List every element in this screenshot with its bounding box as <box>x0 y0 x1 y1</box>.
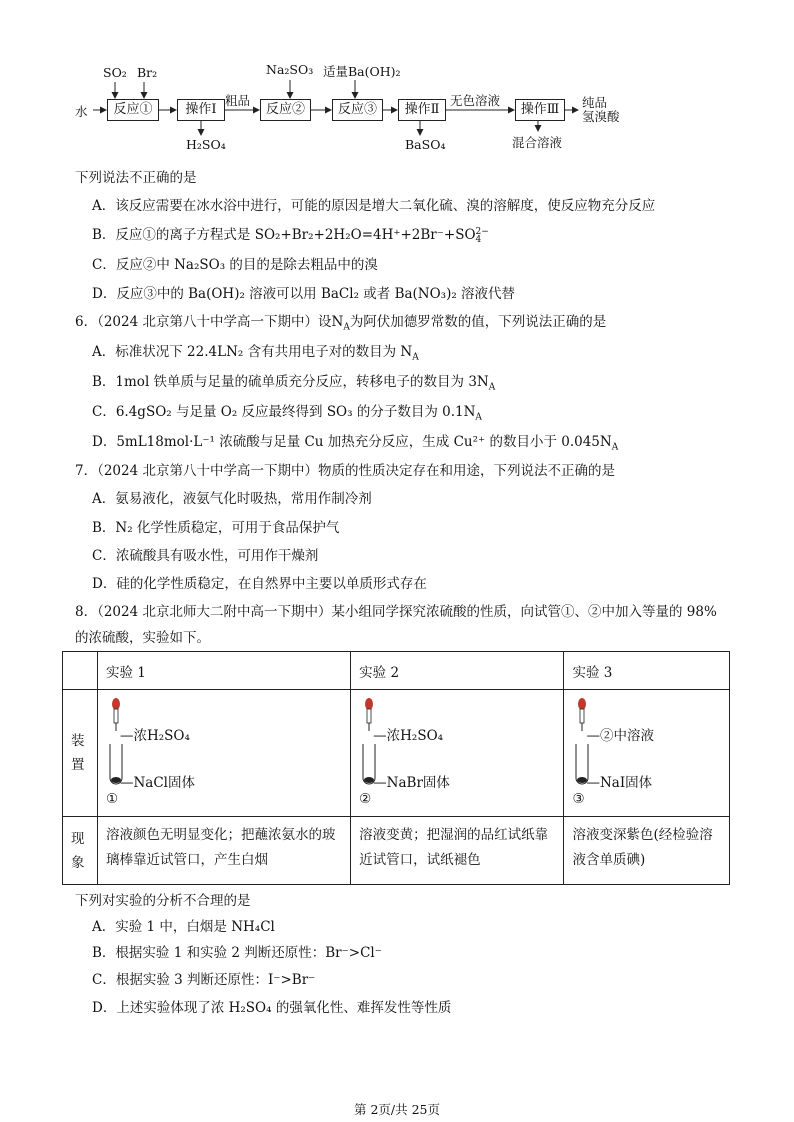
q6-option-d-sub: A <box>611 442 619 453</box>
apparatus-cell-1 <box>97 690 350 817</box>
flow-br2: Br₂ <box>137 65 158 80</box>
apparatus1-solid-text: NaCl固体 <box>133 775 195 791</box>
apparatus2-dropper-text: 浓H₂SO₄ <box>386 728 444 744</box>
apparatus-label-text: 装置 <box>71 733 85 773</box>
table-label-phenomena <box>63 817 98 885</box>
q6-option-c-sub: A <box>475 412 482 423</box>
page-footer: 第 2页/共 25页 <box>353 1102 441 1117</box>
flow-arrows <box>0 0 794 160</box>
apparatus3-solid-text: NaI固体 <box>599 775 653 791</box>
q8-stem-line2: 的浓硫酸，实验如下。 <box>75 630 210 646</box>
q6-stem <box>75 310 606 333</box>
phenomenon-1: 溶液颜色无明显变化；把蘸浓氨水的玻璃棒靠近试管口，产生白烟 <box>97 817 350 885</box>
q8-option-a: A．实验 1 中，白烟是 NH₄Cl <box>92 919 275 935</box>
flow-mixed: 混合溶液 <box>512 135 563 150</box>
apparatus2-dropper-label: —浓H₂SO₄ <box>373 728 444 744</box>
q7-option-b: B．N₂ 化学性质稳定，可用于食品保护气 <box>92 520 340 536</box>
apparatus1-dropper-label: —浓H₂SO₄ <box>119 728 190 744</box>
flow-baoh2: 适量Ba(OH)₂ <box>323 64 401 79</box>
apparatus-cell-3 <box>564 690 730 817</box>
table-header-exp2: 实验 2 <box>351 652 564 690</box>
table-header-row <box>63 652 730 690</box>
apparatus3-dropper-text: ②中溶液 <box>599 728 654 744</box>
q6-option-b-text: B．1mol 铁单质与足量的硫单质充分反应，转移电子的数目为 3N <box>92 374 489 390</box>
phenomenon-2: 溶液变黄；把湿润的品红试纸靠近试管口，试纸褪色 <box>351 817 564 885</box>
apparatus1-number: ① <box>105 791 119 807</box>
table-label-apparatus <box>63 690 98 817</box>
q6-stem-end: 为阿伏加德罗常数的值，下列说法正确的是 <box>349 314 607 330</box>
flow-crude: 粗品 <box>225 93 251 108</box>
q8-stem-line1: 8．（2024 北京北师大二附中高一下期中）某小组同学探究浓硫酸的性质，向试管①、②中加入等量的 98% <box>75 604 717 620</box>
flow-op3: 操作Ⅲ <box>515 99 565 121</box>
flow-product-line2: 氢溴酸 <box>582 109 620 124</box>
apparatus2-solid-text: NaBr固体 <box>386 775 450 791</box>
apparatus3-dropper-label: —②中溶液 <box>586 728 654 744</box>
q7-stem: 7．（2024 北京第八十中学高一下期中）物质的性质决定存在和用途，下列说法不正确的是 <box>75 463 615 479</box>
table-corner <box>63 652 98 690</box>
q6-option-d <box>92 430 618 453</box>
table-header-exp3: 实验 3 <box>564 652 730 690</box>
table-header-exp1: 实验 1 <box>97 652 350 690</box>
flow-so2: SO₂ <box>103 65 127 80</box>
q6-option-a-sub: A <box>412 352 419 363</box>
q6-option-c-text: C．6.4gSO₂ 与足量 O₂ 反应最终得到 SO₃ 的分子数目为 0.1N <box>92 404 476 420</box>
flow-na2so3: Na₂SO₃ <box>266 62 314 77</box>
q6-stem-text: 6．（2024 北京第八十中学高一下期中）设N <box>75 314 344 330</box>
apparatus3-number: ③ <box>572 791 585 807</box>
phenomenon-3: 溶液变深紫色(经检验溶液含单质碘) <box>564 817 730 885</box>
q6-option-b <box>92 370 495 393</box>
flow-reaction2: 反应② <box>260 99 311 121</box>
q6-option-a <box>92 340 419 363</box>
flow-reaction1: 反应① <box>107 99 159 121</box>
apparatus2-solid-label: —NaBr固体 <box>373 775 450 791</box>
q5-option-a: A．该反应需要在冰水浴中进行，可能的原因是增大二氧化硫、溴的溶解度，使反应物充分反应 <box>92 198 656 214</box>
apparatus2-number: ② <box>359 791 372 807</box>
q8-analysis-stem: 下列对实验的分析不合理的是 <box>75 893 251 909</box>
q8-option-b: B．根据实验 1 和实验 2 判断还原性：Br⁻>Cl⁻ <box>92 945 382 961</box>
flow-water: 水 <box>75 104 88 119</box>
table-row-apparatus <box>63 690 730 817</box>
q5-stem: 下列说法不正确的是 <box>75 170 197 186</box>
q7-option-d: D．硅的化学性质稳定，在自然界中主要以单质形式存在 <box>92 576 427 592</box>
apparatus-cell-2 <box>351 690 564 817</box>
apparatus1-solid-label: —NaCl固体 <box>119 775 195 791</box>
phenomena-label-text: 现象 <box>71 830 85 871</box>
q5-option-b-sup: 2− <box>475 226 489 237</box>
q6-option-b-sub: A <box>488 382 496 393</box>
q8-option-c: C．根据实验 3 判断还原性：I⁻>Br⁻ <box>92 972 316 988</box>
q6-stem-sub: A <box>343 322 350 333</box>
flow-reaction3: 反应③ <box>332 99 383 121</box>
experiment-table <box>62 651 730 885</box>
apparatus1-dropper-text: 浓H₂SO₄ <box>133 728 190 744</box>
flow-colorless: 无色溶液 <box>450 93 501 108</box>
q5-option-b-sub: 4 <box>475 234 482 245</box>
q5-option-b <box>92 223 489 244</box>
flow-product-line1: 纯品 <box>582 95 608 110</box>
q7-option-c: C．浓硫酸具有吸水性，可用作干燥剂 <box>92 548 319 564</box>
table-row-phenomena <box>63 817 730 885</box>
q5-option-c: C．反应②中 Na₂SO₃ 的目的是除去粗品中的溴 <box>92 257 378 273</box>
flow-op1: 操作Ⅰ <box>177 99 225 121</box>
q6-option-d-text: D．5mL18mol·L⁻¹ 浓硫酸与足量 Cu 加热充分反应，生成 Cu²⁺ 的数目小于 0.045N <box>92 434 612 450</box>
flow-product <box>582 96 620 124</box>
q5-option-b-text: B．反应①的离子方程式是 SO₂+Br₂+2H₂O=4H⁺+2Br⁻+SO <box>92 227 476 243</box>
q6-option-a-text: A．标准状况下 22.4LN₂ 含有共用电子对的数目为 N <box>92 344 413 360</box>
q6-option-c <box>92 400 482 423</box>
flow-baso4: BaSO₄ <box>405 137 446 152</box>
flow-h2so4: H₂SO₄ <box>186 137 226 152</box>
q7-option-a: A．氨易液化，液氨气化时吸热，常用作制冷剂 <box>92 491 372 507</box>
apparatus3-solid-label: —NaI固体 <box>586 775 653 791</box>
q8-option-d: D．上述实验体现了浓 H₂SO₄ 的强氧化性、难挥发性等性质 <box>92 1000 452 1016</box>
flow-op2: 操作Ⅱ <box>398 99 446 121</box>
q5-option-d: D．反应③中的 Ba(OH)₂ 溶液可以用 BaCl₂ 或者 Ba(NO₃)₂ 溶液代替 <box>92 286 516 302</box>
